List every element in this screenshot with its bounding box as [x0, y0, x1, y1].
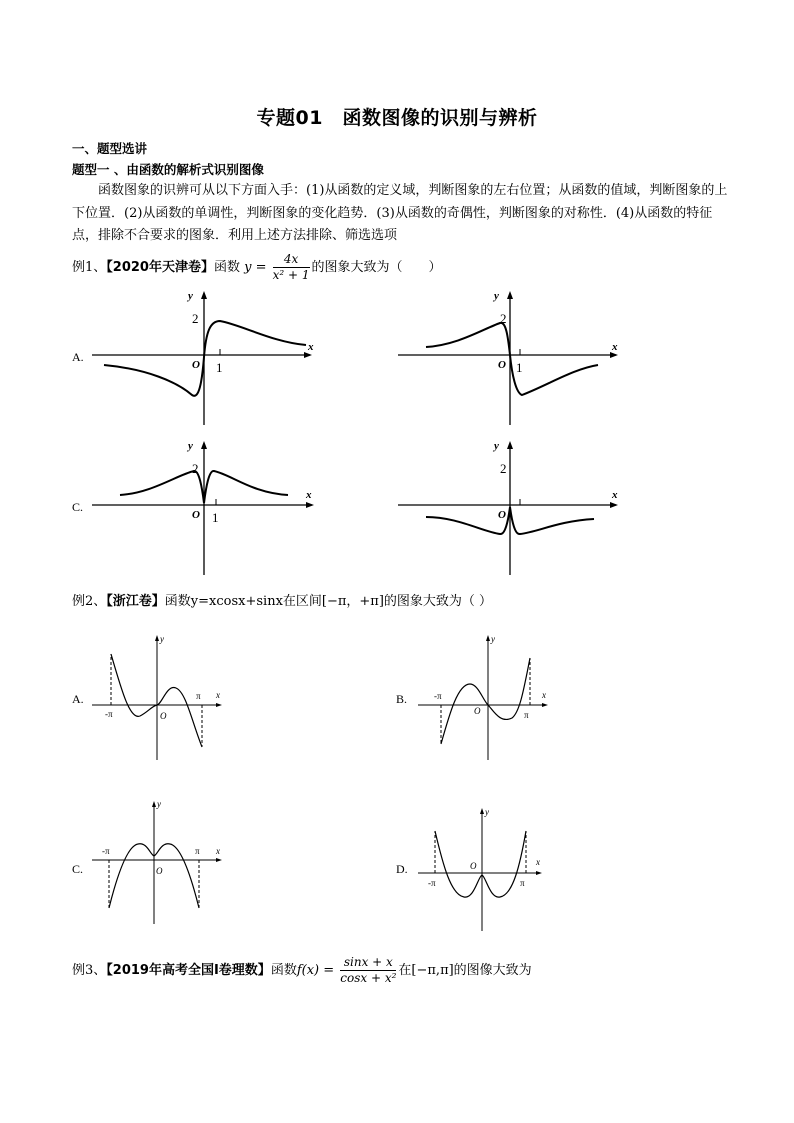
graph-ex1-c — [92, 437, 322, 577]
example-3-question — [72, 955, 532, 986]
origin-label: O — [498, 359, 506, 371]
y-label: y — [494, 440, 499, 452]
option-d-label: D. — [396, 862, 408, 876]
origin-label: O — [156, 866, 163, 876]
tick-y-label: 2 — [192, 311, 199, 326]
origin-label: O — [160, 711, 167, 721]
type-heading: 题型一 、由函数的解析式识别图像 — [72, 162, 264, 177]
x-label: x — [216, 690, 220, 700]
graph-ex2-b — [418, 632, 558, 762]
pi-label: π — [196, 691, 201, 701]
example-3-text-before: 函数 — [270, 963, 297, 978]
example-2-label: 例2、 — [72, 594, 107, 609]
tick-x-label: 1 — [216, 360, 223, 375]
example-1-question — [72, 252, 442, 283]
y-arrow-icon — [201, 441, 207, 449]
example-2-source: 【浙江卷】 — [106, 594, 165, 609]
origin-label: O — [498, 509, 506, 521]
x-label: x — [216, 846, 220, 856]
y-arrow-icon — [486, 635, 490, 641]
page-title: 专题01 函数图像的识别与辨析 — [256, 107, 538, 129]
example-3-label: 例3、 — [72, 963, 107, 978]
y-arrow-icon — [155, 635, 159, 641]
y-arrow-icon — [201, 291, 207, 299]
option-a-label: A. — [72, 350, 84, 364]
graph-ex2-d — [418, 805, 568, 935]
example-3-denominator: cosx + x² — [340, 971, 397, 985]
curve — [104, 321, 306, 396]
x-label: x — [612, 341, 618, 353]
pi-label: π — [195, 846, 200, 856]
example-1-text-before: 函数 — [213, 260, 240, 275]
example-1-fraction — [273, 252, 310, 283]
tick-y-label: 2 — [500, 311, 507, 326]
intro-paragraph: 函数图象的识辨可从以下方面入手：(1)从函数的定义域，判断图象的左右位置；从函数的值域，判断图象的上下位置．(2)从函数的单调性，判断图象的变化趋势．(3)从函数的奇偶性，判断图象的对称性．(4)从函数的特征点，排除不合要求的图象．利用上述方法排除、筛选选项 — [72, 183, 728, 243]
neg-pi-label: -π — [102, 846, 110, 856]
y-arrow-icon — [507, 441, 513, 449]
y-label: y — [188, 440, 193, 452]
x-label: x — [536, 857, 540, 867]
x-arrow-icon — [610, 502, 618, 508]
option-c-label: C. — [72, 862, 84, 876]
x-arrow-icon — [216, 703, 222, 707]
example-3-source: 【2019年高考全国Ⅰ卷理数】 — [106, 963, 271, 978]
y-arrow-icon — [507, 291, 513, 299]
example-3-text-after: 在[−π,π]的图像大致为 — [398, 963, 532, 978]
example-3-fraction — [340, 955, 396, 986]
curve — [435, 831, 526, 897]
example-3-numerator: sinx + x — [340, 955, 396, 971]
pi-label: π — [524, 710, 529, 720]
y-arrow-icon — [480, 808, 484, 814]
graph-ex1-b — [398, 287, 628, 427]
x-label: x — [308, 341, 314, 353]
y-label: y — [157, 799, 161, 809]
tick-x-label: 1 — [516, 360, 523, 375]
section-heading: 一、题型选讲 — [72, 141, 148, 156]
option-c-label: C. — [72, 500, 84, 514]
tick-x-label: 1 — [212, 510, 219, 525]
y-label: y — [188, 290, 193, 302]
x-arrow-icon — [542, 703, 548, 707]
x-arrow-icon — [306, 502, 314, 508]
y-label: y — [494, 290, 499, 302]
example-1-lhs: y = — [244, 260, 267, 275]
graph-ex1-d — [398, 437, 628, 577]
x-label: x — [542, 690, 546, 700]
y-arrow-icon — [152, 801, 156, 807]
curve — [426, 323, 598, 395]
example-2-text: 函数y=xcosx+sinx在区间[−π，+π]的图象大致为（ ） — [164, 594, 493, 609]
curve — [441, 658, 530, 744]
example-1-denominator: x² + 1 — [272, 268, 310, 282]
x-arrow-icon — [216, 858, 222, 862]
x-arrow-icon — [536, 871, 542, 875]
graph-ex1-a — [92, 287, 322, 427]
neg-pi-label: -π — [428, 878, 436, 888]
option-a-label: A. — [72, 692, 84, 706]
x-label: x — [612, 489, 618, 501]
origin-label: O — [470, 861, 477, 871]
origin-label: O — [192, 509, 200, 521]
example-3-lhs: f(x) = — [296, 963, 335, 978]
option-b-label: B. — [396, 692, 408, 706]
y-label: y — [485, 807, 489, 817]
tick-y-label: 2 — [500, 461, 507, 476]
graph-ex2-c — [92, 796, 232, 926]
neg-pi-label: -π — [105, 709, 113, 719]
y-label: y — [160, 634, 164, 644]
origin-label: O — [192, 359, 200, 371]
pi-label: π — [520, 878, 525, 888]
tick-y-label: 2 — [192, 461, 199, 476]
x-label: x — [306, 489, 312, 501]
origin-label: O — [474, 706, 481, 716]
example-1-numerator: 4x — [273, 252, 310, 268]
example-1-label: 例1、 — [72, 260, 107, 275]
y-label: y — [491, 634, 495, 644]
example-1-text-after: 的图象大致为（ ） — [311, 260, 442, 275]
example-1-source: 【2020年天津卷】 — [106, 260, 214, 275]
graph-ex2-a — [92, 632, 232, 762]
neg-pi-label: -π — [434, 691, 442, 701]
example-2-question — [72, 590, 492, 609]
